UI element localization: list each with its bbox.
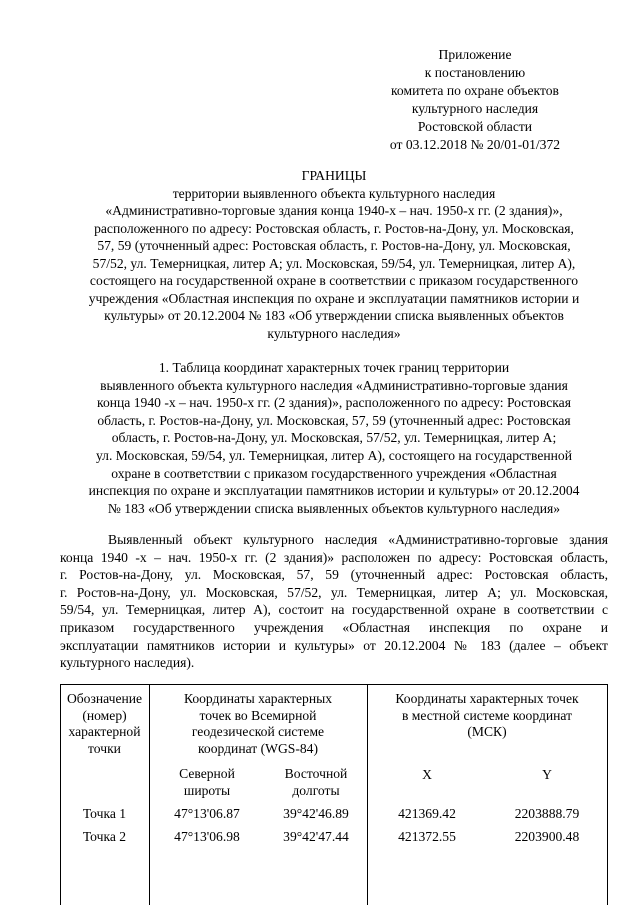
appendix-line: комитета по охране объектов: [391, 83, 559, 98]
title-line: «Административно-торговые здания конца 1940-х – нач. 1950-х гг. (2 здания)»,: [105, 203, 563, 218]
header-line: Y: [542, 767, 552, 782]
cell-y: 2203888.79: [514, 806, 580, 821]
header-line: (МСК): [467, 724, 507, 739]
cell-longitude: 39°42'46.89: [283, 806, 349, 821]
title-line: расположенного по адресу: Ростовская область, г. Ростов-на-Дону, ул. Московская,: [94, 220, 574, 236]
appendix-line: культурного наследия: [411, 101, 539, 116]
section-line: выявленного объекта культурного наследия «Административно-торговые здания: [100, 377, 568, 393]
cell-latitude: 47°13'06.98: [174, 829, 240, 844]
title-line: 57/52, ул. Темерницкая, литер А; ул. Московская, 59/54, ул. Темерницкая, литер А),: [92, 255, 576, 271]
paragraph-line: культурного наследия).: [60, 655, 195, 671]
header-line: (номер): [82, 707, 127, 723]
header-point: [60, 691, 149, 757]
appendix-line: к постановлению: [424, 65, 526, 80]
section-line: конца 1940 -х – нач. 1950-х гг. (2 здания)», расположенного по адресу: Ростовская: [97, 395, 571, 411]
document-title: [60, 167, 608, 342]
section-line: № 183 «Об утверждении списка выявленных объектов культурного наследия»: [107, 500, 561, 516]
header-line: координат (WGS-84): [198, 740, 318, 756]
paragraph-line: конца 1940 -х – нач. 1950-х гг. (2 здания)» расположен по адресу: Ростовская область,: [60, 549, 608, 565]
subheader-longitude: [265, 766, 367, 799]
header-line: в местной системе координат: [401, 707, 573, 723]
paragraph-line: г. Ростов-на-Дону, ул. Московская, 57/52, ул. Темерницкая, литер А; ул. Московская,: [60, 584, 608, 600]
header-line: Координаты характерных точек: [395, 691, 579, 706]
header-line: X: [422, 767, 432, 782]
section-line: 1. Таблица координат характерных точек границ территории: [158, 360, 510, 375]
cell-y: 2203900.48: [514, 829, 580, 844]
table-top-border: [60, 684, 608, 685]
subheader-latitude: [149, 766, 265, 799]
title-line: учреждения «Областная инспекция по охране и эксплуатации памятников истории и: [88, 290, 580, 306]
title-heading: ГРАНИЦЫ: [301, 168, 367, 183]
title-line: состоящего на государственной охране в соответствии с приказом государственного: [89, 273, 579, 288]
paragraph-line: приказом государственного учреждения «Областная инспекция по охране и: [60, 619, 608, 635]
header-line: широты: [183, 782, 231, 798]
cell-x: 421369.42: [398, 806, 456, 821]
title-line: культурного наследия»: [267, 325, 401, 341]
section-line: инспекция по охране и эксплуатации памятников истории и культуры» от 20.12.2004: [88, 483, 580, 499]
cell-point: Точка 2: [82, 829, 127, 844]
paragraph-line: г. Ростов-на-Дону, ул. Московская, 57, 59 (уточненный адрес: Ростовская область,: [60, 567, 608, 583]
header-line: Восточной: [284, 766, 348, 781]
header-line: Координаты характерных: [183, 691, 333, 706]
title-line: 57, 59 (уточненный адрес: Ростовская область, г. Ростов-на-Дону, ул. Московская,: [97, 238, 571, 253]
paragraph-line: Выявленный объект культурного наследия «Административно-торговые здания: [108, 532, 608, 547]
appendix-line: Ростовской области: [417, 119, 533, 134]
header-line: Северной: [179, 766, 235, 781]
subheader-y: [487, 767, 607, 784]
table-border: [607, 684, 608, 905]
appendix-header: [380, 46, 570, 154]
header-line: точки: [88, 740, 121, 756]
cell-point: Точка 1: [82, 806, 127, 821]
section-line: область, г. Ростов-на-Дону, ул. Московская, 57, 59 (уточненный адрес: Ростовская: [97, 412, 571, 428]
title-line: территории выявленного объекта культурного наследия: [172, 185, 496, 201]
header-wgs84: [149, 691, 367, 757]
section-heading: [60, 359, 608, 517]
header-line: точек во Всемирной: [199, 707, 317, 723]
paragraph-line: 59/54, ул. Темерницкая, литер А), состоит на государственной охране в соответствии с: [60, 602, 608, 618]
paragraph-line: эксплуатации памятников истории и культуры» от 20.12.2004 № 183 (далее – объект: [60, 637, 608, 653]
header-line: долготы: [292, 782, 340, 798]
cell-latitude: 47°13'06.87: [174, 806, 240, 821]
subheader-x: [367, 767, 487, 784]
cell-x: 421372.55: [398, 829, 456, 844]
header-msk: [367, 691, 607, 741]
header-line: характерной: [68, 724, 141, 739]
appendix-line: Приложение: [438, 47, 512, 62]
section-line: область, г. Ростов-на-Дону, ул. Московская, 57/52, ул. Темерницкая, литер А;: [111, 430, 557, 446]
title-line: культуры» от 20.12.2004 № 183 «Об утверждении списка выявленных объектов: [104, 308, 564, 323]
body-paragraph: [60, 531, 608, 672]
header-line: геодезической системе: [191, 724, 325, 739]
section-line: охране в соответствии с приказом государственного учреждения «Областная: [111, 465, 557, 481]
appendix-line: от 03.12.2018 № 20/01-01/372: [389, 137, 561, 152]
section-line: ул. Московская, 59/54, ул. Темерницкая, литер А), состоящего на государственной: [95, 447, 572, 463]
cell-longitude: 39°42'47.44: [283, 829, 349, 844]
header-line: Обозначение: [66, 691, 143, 706]
